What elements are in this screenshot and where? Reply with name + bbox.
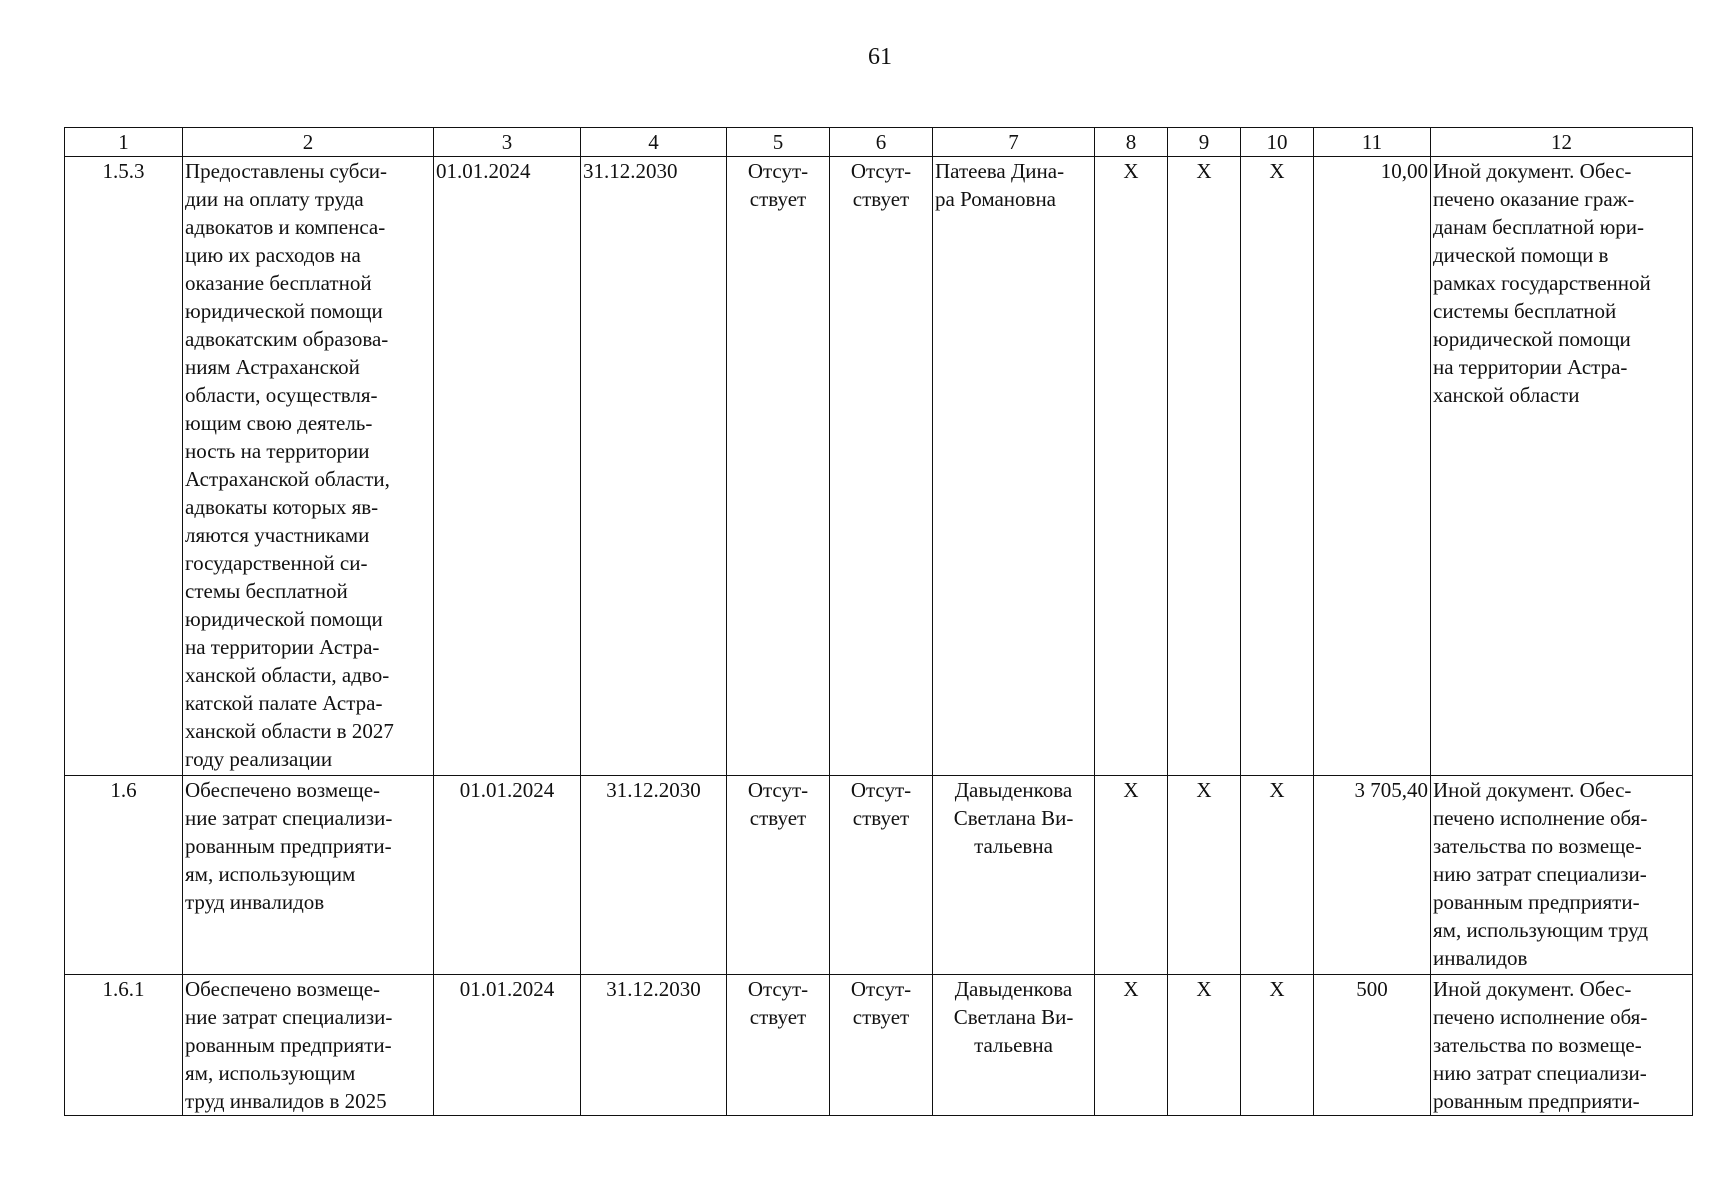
row-number: 1.6 bbox=[65, 776, 183, 975]
amount-value: 3 705,40 bbox=[1314, 776, 1431, 975]
table-row bbox=[65, 975, 1693, 1116]
row-number: 1.6.1 bbox=[65, 975, 183, 1116]
column-8-value: X bbox=[1095, 975, 1168, 1116]
responsible-person: Давыденкова Светлана Ви- тальевна bbox=[933, 776, 1095, 975]
column-header: 7 bbox=[933, 128, 1095, 157]
end-date: 31.12.2030 bbox=[581, 776, 727, 975]
column-header: 8 bbox=[1095, 128, 1168, 157]
amount-value: 500 bbox=[1314, 975, 1431, 1116]
column-header: 9 bbox=[1168, 128, 1241, 157]
header-row bbox=[65, 128, 1693, 157]
row-note: Иной документ. Обес- печено исполнение обя- зательства по возмеще- нию затрат специализи- рованным предприяти- bbox=[1431, 975, 1693, 1116]
end-date: 31.12.2030 bbox=[581, 975, 727, 1116]
column-header: 3 bbox=[434, 128, 581, 157]
row-note: Иной документ. Обес- печено оказание граж- данам бесплатной юри- дической помощи в рамках государственной системы бесплатной юридической помощи на территории Астра- ханской области bbox=[1431, 157, 1693, 776]
responsible-person: Патеева Дина- ра Романовна bbox=[933, 157, 1095, 776]
row-note: Иной документ. Обес- печено исполнение обя- зательства по возмеще- нию затрат специализи- рованным предприяти- ям, использующим труд инвалидов bbox=[1431, 776, 1693, 975]
start-date: 01.01.2024 bbox=[434, 776, 581, 975]
column-8-value: X bbox=[1095, 776, 1168, 975]
table-row bbox=[65, 776, 1693, 975]
start-date: 01.01.2024 bbox=[434, 157, 581, 776]
row-description: Предоставлены субси- дии на оплату труда адвокатов и компенса- цию их расходов на оказание бесплатной юридической помощи адвокатским образова- ниям Астраханской области, осуществля- ющим свою деятель- ность на территории Астраханской области, адвокаты которых яв- ляются участниками государственной си- стемы бесплатной юридической помощи на территории Астра- ханской области, адво- катской палате Астра- ханской области в 2027 году реализации bbox=[183, 157, 434, 776]
column-header: 11 bbox=[1314, 128, 1431, 157]
column-9-value: X bbox=[1168, 776, 1241, 975]
end-date: 31.12.2030 bbox=[581, 157, 727, 776]
page-number: 61 bbox=[868, 44, 892, 70]
column-header: 6 bbox=[830, 128, 933, 157]
column-10-value: X bbox=[1241, 975, 1314, 1116]
column-header: 10 bbox=[1241, 128, 1314, 157]
column-header: 1 bbox=[65, 128, 183, 157]
column-6-value: Отсут- ствует bbox=[830, 975, 933, 1116]
responsible-person: Давыденкова Светлана Ви- тальевна bbox=[933, 975, 1095, 1116]
data-table bbox=[64, 127, 1693, 1116]
column-header: 5 bbox=[727, 128, 830, 157]
start-date: 01.01.2024 bbox=[434, 975, 581, 1116]
column-header: 2 bbox=[183, 128, 434, 157]
column-9-value: X bbox=[1168, 975, 1241, 1116]
column-5-value: Отсут- ствует bbox=[727, 157, 830, 776]
column-10-value: X bbox=[1241, 776, 1314, 975]
row-description: Обеспечено возмеще- ние затрат специализи- рованным предприяти- ям, использующим труд инвалидов bbox=[183, 776, 434, 975]
column-6-value: Отсут- ствует bbox=[830, 776, 933, 975]
column-5-value: Отсут- ствует bbox=[727, 975, 830, 1116]
row-description: Обеспечено возмеще- ние затрат специализи- рованным предприяти- ям, использующим труд инвалидов в 2025 bbox=[183, 975, 434, 1116]
column-header: 4 bbox=[581, 128, 727, 157]
column-6-value: Отсут- ствует bbox=[830, 157, 933, 776]
column-header: 12 bbox=[1431, 128, 1693, 157]
column-5-value: Отсут- ствует bbox=[727, 776, 830, 975]
column-8-value: X bbox=[1095, 157, 1168, 776]
row-number: 1.5.3 bbox=[65, 157, 183, 776]
column-10-value: X bbox=[1241, 157, 1314, 776]
amount-value: 10,00 bbox=[1314, 157, 1431, 776]
column-9-value: X bbox=[1168, 157, 1241, 776]
table-row bbox=[65, 157, 1693, 776]
